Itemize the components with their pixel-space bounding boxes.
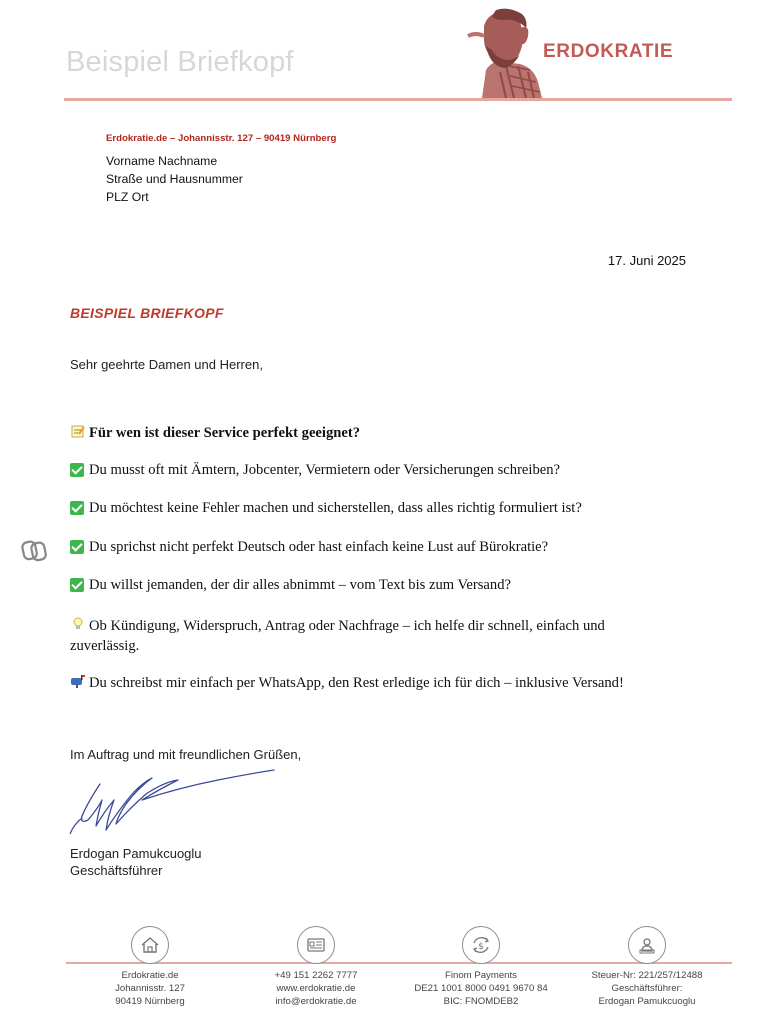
recipient-city: PLZ Ort	[106, 190, 149, 204]
footer-bank	[396, 969, 566, 1008]
footer-tax-number: Steuer-Nr: 221/257/12488	[591, 970, 703, 981]
brand-name: ERDOKRATIE	[543, 41, 674, 62]
footer-bank-name: Finom Payments	[445, 970, 517, 981]
footer-iban: DE21 1001 8000 0491 9670 84	[414, 983, 548, 994]
closing-phrase: Im Auftrag und mit freundlichen Grüßen,	[70, 747, 302, 762]
link-icon	[20, 538, 48, 564]
footer-contact	[236, 969, 396, 1008]
footer-street: Johannisstr. 127	[115, 983, 185, 994]
question-text: Für wen ist dieser Service perfekt geeignet?	[89, 425, 360, 441]
check-item	[70, 461, 710, 480]
letter-date: 17. Juni 2025	[607, 253, 686, 268]
recipient-street: Straße und Hausnummer	[106, 172, 243, 186]
signer-name: Erdogan Pamukcuoglu	[70, 846, 202, 861]
footer-phone: +49 151 2262 7777	[274, 970, 358, 981]
light-bulb-icon	[70, 617, 85, 637]
footer-company: Erdokratie.de	[121, 970, 179, 981]
check-item	[70, 499, 710, 518]
check-item-text: Du willst jemanden, der dir alles abnimmt – vom Text bis zum Versand?	[89, 577, 511, 593]
check-mark-icon	[70, 540, 84, 554]
svg-text:$: $	[478, 942, 484, 952]
footer-director-label: Geschäftsführer:	[611, 983, 683, 994]
footer-website: www.erdokratie.de	[276, 983, 356, 994]
home-icon	[131, 926, 169, 964]
salutation: Sehr geehrte Damen und Herren,	[70, 357, 263, 372]
check-mark-icon	[70, 578, 84, 592]
memo-icon	[70, 424, 85, 444]
idea-paragraph	[70, 617, 670, 656]
check-item-text: Du sprichst nicht perfekt Deutsch oder hast einfach keine Lust auf Bürokratie?	[89, 539, 549, 555]
check-mark-icon	[70, 463, 84, 477]
recipient-name: Vorname Nachname	[106, 154, 218, 168]
founder-portrait-image	[462, 6, 544, 98]
check-item	[70, 538, 710, 557]
idea-text: Ob Kündigung, Widerspruch, Antrag oder Nachfrage – ich helfe dir schnell, einfach und zuverlässig.	[70, 618, 605, 654]
check-item-text: Du musst oft mit Ämtern, Jobcenter, Vermietern oder Versicherungen schreiben?	[89, 462, 561, 478]
contact-text: Du schreibst mir einfach per WhatsApp, den Rest erledige ich für dich – inklusive Versand!	[89, 675, 624, 691]
letter-subject: BEISPIEL BRIEFKOPF	[70, 305, 224, 321]
footer-divider	[66, 962, 732, 964]
document-title: Beispiel Briefkopf	[66, 46, 294, 78]
handwritten-signature	[68, 764, 278, 844]
footer-city: 90419 Nürnberg	[115, 996, 185, 1007]
footer-bic: BIC: FNOMDEB2	[443, 996, 519, 1007]
signer-role: Geschäftsführer	[70, 863, 163, 878]
contact-line	[70, 674, 710, 694]
footer-tax	[566, 969, 728, 1008]
check-item-text: Du möchtest keine Fehler machen und sicherstellen, dass alles richtig formuliert ist?	[89, 500, 582, 516]
person-badge-icon	[628, 926, 666, 964]
footer-director-name: Erdogan Pamukcuoglu	[598, 996, 696, 1007]
footer-email: info@erdokratie.de	[275, 996, 357, 1007]
id-card-icon	[297, 926, 335, 964]
mailbox-icon	[70, 674, 85, 694]
check-mark-icon	[70, 501, 84, 515]
money-exchange-icon	[462, 926, 500, 964]
question-line	[70, 424, 710, 444]
header-divider	[64, 98, 732, 101]
sender-return-address: Erdokratie.de – Johannisstr. 127 – 90419 Nürnberg	[106, 133, 337, 144]
check-item	[70, 576, 710, 595]
footer-address	[70, 969, 230, 1008]
